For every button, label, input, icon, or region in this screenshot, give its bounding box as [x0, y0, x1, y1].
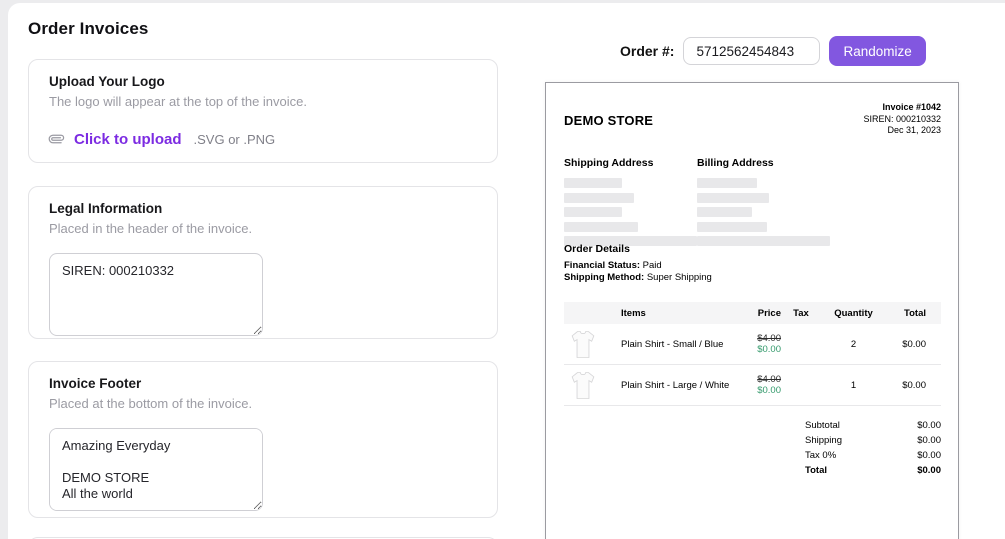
tshirt-image	[570, 370, 596, 401]
address-placeholder-bar	[697, 207, 752, 217]
legal-information-textarea[interactable]	[49, 253, 263, 336]
table-row	[564, 324, 941, 365]
upload-row	[49, 128, 477, 150]
totals-row-shipping	[805, 433, 941, 448]
financial-status-value: Paid	[642, 260, 662, 271]
paperclip-icon	[49, 128, 64, 150]
item-original-price: $4.00	[757, 374, 781, 385]
invoice-date: Dec 31, 2023	[887, 125, 941, 135]
subtotal-value: $0.00	[917, 420, 941, 431]
item-price-cell	[739, 374, 781, 396]
tax-total-label: Tax 0%	[805, 450, 837, 461]
page-title: Order Invoices	[28, 19, 149, 38]
table-row	[564, 365, 941, 406]
address-placeholder-bar	[697, 178, 757, 188]
header-total: Total	[904, 307, 926, 319]
address-placeholder-bar	[564, 193, 634, 203]
tax-total-value: $0.00	[917, 450, 941, 461]
shipping-address-label: Shipping Address	[564, 157, 654, 169]
item-quantity: 1	[850, 379, 857, 391]
order-number-input[interactable]	[683, 37, 820, 65]
invoice-addresses	[564, 157, 830, 251]
totals-row-subtotal	[805, 418, 941, 433]
legal-information-card	[28, 186, 498, 339]
grand-total-label: Total	[805, 465, 827, 476]
item-original-price: $4.00	[757, 333, 781, 344]
legal-card-subtitle: Placed in the header of the invoice.	[49, 221, 253, 236]
item-name: Plain Shirt - Large / White	[621, 379, 730, 391]
invoice-meta	[863, 102, 941, 137]
shipping-total-value: $0.00	[917, 435, 941, 446]
upload-link[interactable]: Click to upload	[74, 130, 182, 148]
subtotal-label: Subtotal	[805, 420, 840, 431]
invoice-siren: SIREN: 000210332	[863, 113, 941, 124]
order-number-row	[620, 36, 926, 66]
legal-card-title: Legal Information	[49, 201, 163, 216]
address-placeholder-bar	[564, 222, 638, 232]
upload-logo-card	[28, 59, 498, 163]
shipping-method-label: Shipping Method:	[564, 271, 645, 283]
invoice-preview	[545, 82, 959, 539]
address-placeholder-bar	[564, 178, 622, 188]
upload-card-subtitle: The logo will appear at the top of the invoice.	[49, 94, 307, 109]
item-price-cell	[739, 333, 781, 355]
item-price: $0.00	[757, 344, 781, 355]
order-number-label: Order #:	[620, 43, 675, 59]
shipping-total-label: Shipping	[805, 435, 842, 446]
address-placeholder-bar	[697, 236, 830, 246]
address-placeholder-bar	[564, 207, 622, 217]
table-header-row	[564, 302, 941, 324]
shipping-method-value: Super Shipping	[646, 271, 712, 283]
footer-card-subtitle: Placed at the bottom of the invoice.	[49, 396, 253, 411]
shipping-method-line	[564, 272, 712, 284]
order-status-block	[564, 260, 712, 283]
header-price: Price	[757, 307, 781, 319]
tshirt-image	[570, 329, 596, 360]
invoice-items-table	[564, 302, 941, 406]
header-quantity: Quantity	[834, 307, 873, 319]
financial-status-label: Financial Status:	[564, 260, 641, 271]
invoice-number: Invoice #1042	[882, 102, 941, 112]
main-container	[8, 3, 1005, 539]
invoice-store-name: DEMO STORE	[564, 113, 654, 128]
billing-address-label: Billing Address	[697, 157, 774, 169]
footer-card-title: Invoice Footer	[49, 376, 142, 391]
order-details-heading: Order Details	[564, 243, 630, 255]
invoice-totals	[805, 418, 941, 478]
address-placeholder-bar	[697, 222, 767, 232]
grand-total-value: $0.00	[917, 465, 941, 476]
item-total: $0.00	[902, 379, 926, 391]
billing-address-block	[697, 157, 830, 251]
header-tax: Tax	[793, 307, 809, 319]
item-quantity: 2	[850, 338, 857, 350]
invoice-footer-card	[28, 361, 498, 518]
totals-row-tax	[805, 448, 941, 463]
address-placeholder-bar	[697, 193, 769, 203]
financial-status-line	[564, 260, 712, 272]
item-name: Plain Shirt - Small / Blue	[621, 338, 724, 350]
header-items: Items	[621, 307, 646, 319]
product-image-cell	[564, 329, 619, 360]
item-total: $0.00	[902, 338, 926, 350]
randomize-button[interactable]: Randomize	[829, 36, 925, 66]
shipping-address-block	[564, 157, 697, 251]
item-price: $0.00	[757, 385, 781, 396]
invoice-footer-textarea[interactable]	[49, 428, 263, 511]
totals-row-total	[805, 463, 941, 478]
upload-card-title: Upload Your Logo	[49, 74, 165, 89]
upload-formats-label: .SVG or .PNG	[193, 131, 276, 147]
product-image-cell	[564, 370, 619, 401]
